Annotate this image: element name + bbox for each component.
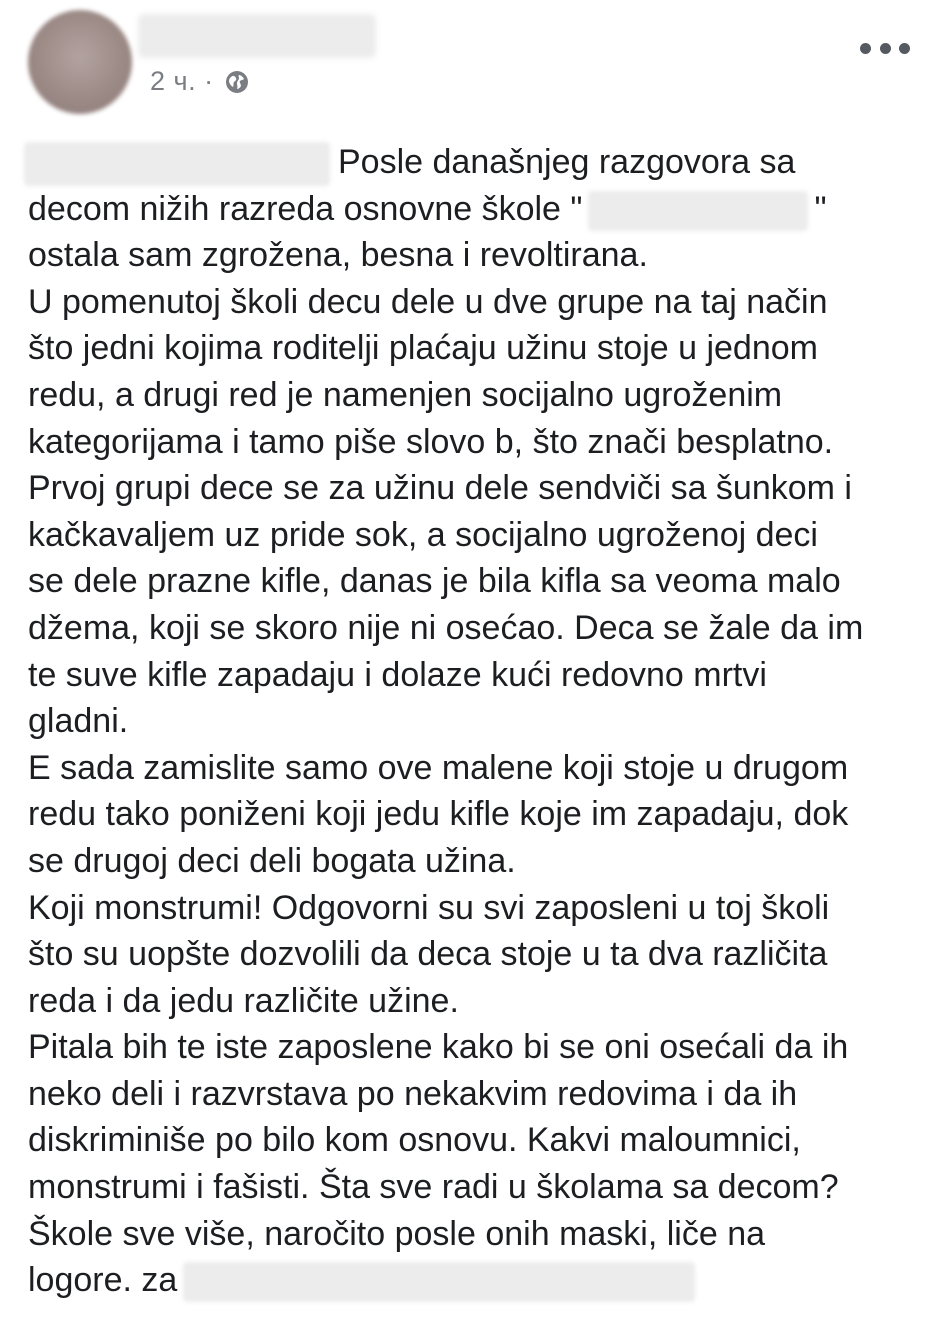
post-line: što su uopšte dozvolili da deca stoje u ta dva različita <box>28 935 828 974</box>
post-line: Prvoj grupi dece se za užinu dele sendviči sa šunkom i <box>28 469 852 508</box>
more-dot <box>899 43 910 54</box>
post-line: kategorijama i tamo piše slovo b, što znači besplatno. <box>28 422 834 461</box>
post-line <box>28 1257 918 1304</box>
post-line: te suve kifle zapadaju i dolaze kući redovno mrtvi <box>28 655 767 694</box>
post-line: Pitala bih te iste zaposlene kako bi se oni osećali da ih <box>28 1028 849 1067</box>
post-meta <box>150 66 250 97</box>
post-line: se dele prazne kifle, danas je bila kifla sa veoma malo <box>28 562 841 601</box>
post-line <box>28 186 918 233</box>
more-options-icon[interactable] <box>860 36 910 60</box>
post-line-text: Posle današnjeg razgovora sa <box>338 143 796 181</box>
more-dot <box>880 43 891 54</box>
redacted-name <box>24 142 330 186</box>
meta-separator: · <box>204 66 214 96</box>
post-line <box>28 139 918 186</box>
post-line: što jedni kojima roditelji plaćaju užinu stoje u jednom <box>28 329 818 368</box>
post-line: se drugoj deci deli bogata užina. <box>28 841 516 880</box>
post-line: neko deli i razvrstava po nekakvim redovima i da ih <box>28 1074 798 1113</box>
author-name-redacted[interactable] <box>138 14 376 58</box>
post-text <box>28 139 918 1304</box>
post-line: redu, a drugi red je namenjen socijalno ugroženim <box>28 375 783 414</box>
post-line: diskriminiše po bilo kom osnovu. Kakvi maloumnici, <box>28 1121 801 1160</box>
post-line: ostala sam zgrožena, besna i revoltirana. <box>28 236 648 275</box>
more-dot <box>860 43 871 54</box>
avatar[interactable] <box>28 10 132 114</box>
post-line-text: logore. za <box>28 1261 178 1300</box>
post-line: reda i da jedu različite užine. <box>28 981 459 1020</box>
post-line: U pomenutoj školi decu dele u dve grupe na taj način <box>28 282 828 321</box>
post-timestamp[interactable]: 2 ч. <box>150 66 197 96</box>
post-line: E sada zamislite samo ove malene koji stoje u drugom <box>28 748 849 787</box>
post-line: džema, koji se skoro nije ni osećao. Deca se žale da im <box>28 608 864 647</box>
post-line: kačkavaljem uz pride sok, a socijalno ugroženoj deci <box>28 515 818 554</box>
post-line: Škole sve više, naročito posle onih maski, liče na <box>28 1214 766 1253</box>
redacted-school-name <box>588 191 808 231</box>
globe-icon[interactable] <box>224 69 250 95</box>
post-line: Koji monstrumi! Odgovorni su svi zaposleni u toj školi <box>28 888 830 927</box>
post-line-text: " <box>814 189 827 228</box>
post-line: redu tako poniženi koji jedu kifle koje im zapadaju, dok <box>28 795 849 834</box>
post-line: gladni. <box>28 702 129 741</box>
post-line: monstrumi i fašisti. Šta sve radi u školama sa decom? <box>28 1168 839 1207</box>
post-line-text: decom nižih razreda osnovne škole " <box>28 189 583 228</box>
redacted-text <box>183 1262 695 1302</box>
